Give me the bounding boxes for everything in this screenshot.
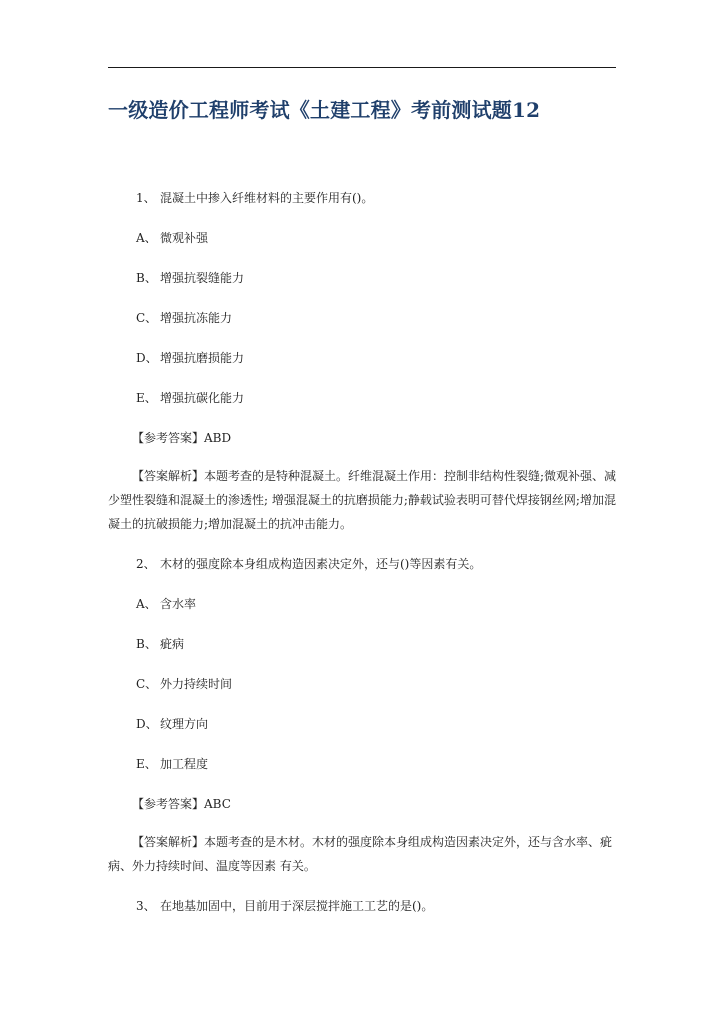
option-2e — [136, 756, 208, 772]
option-text: 含水率 — [160, 597, 197, 611]
answer-2: 【参考答案】ABC — [132, 797, 231, 811]
option-text: 增强抗裂缝能力 — [160, 271, 245, 285]
explanation-2: 【答案解析】本题考查的是木材。木材的强度除本身组成构造因素决定外，还与含水率、疵病、外力持续时间、温度等因素 有关。 — [108, 835, 613, 873]
option-1b — [136, 270, 244, 286]
option-letter: C、 — [136, 311, 158, 325]
header-rule — [108, 67, 616, 68]
question-number: 2、 — [136, 557, 156, 571]
option-text: 增强抗碳化能力 — [160, 391, 245, 405]
option-letter: E、 — [136, 757, 157, 771]
option-2c — [136, 676, 232, 692]
option-1e — [136, 390, 244, 406]
option-text: 加工程度 — [160, 757, 209, 771]
option-2a — [136, 596, 196, 612]
question-3 — [136, 898, 433, 914]
question-number: 3、 — [136, 899, 156, 913]
option-letter: E、 — [136, 391, 157, 405]
option-1d — [136, 350, 244, 366]
question-1 — [136, 190, 373, 206]
option-letter: B、 — [136, 271, 157, 285]
option-letter: A、 — [136, 597, 157, 611]
answer-1: 【参考答案】ABD — [132, 431, 232, 445]
option-1a — [136, 230, 208, 246]
option-2b — [136, 636, 184, 652]
question-text: 混凝土中掺入纤维材料的主要作用有()。 — [160, 191, 374, 205]
option-letter: D、 — [136, 717, 158, 731]
option-text: 增强抗磨损能力 — [160, 351, 245, 365]
option-text: 纹理方向 — [160, 717, 209, 731]
question-text: 木材的强度除本身组成构造因素决定外，还与()等因素有关。 — [160, 557, 482, 571]
option-letter: C、 — [136, 677, 158, 691]
option-1c — [136, 310, 232, 326]
option-2d — [136, 716, 208, 732]
option-text: 外力持续时间 — [160, 677, 233, 691]
option-text: 微观补强 — [160, 231, 209, 245]
question-number: 1、 — [136, 191, 156, 205]
option-text: 增强抗冻能力 — [160, 311, 233, 325]
option-text: 疵病 — [160, 637, 185, 651]
page-title: 一级造价工程师考试《土建工程》考前测试题12 — [108, 98, 541, 122]
explanation-1: 【答案解析】本题考查的是特种混凝土。纤维混凝土作用：控制非结构性裂缝;微观补强、减少塑性裂缝和混凝土的渗透性; 增强混凝土的抗磨损能力;静载试验表明可替代焊接钢丝网;增加混凝土的抗破损能力;增加混凝土的抗冲击能力。 — [108, 469, 617, 531]
option-letter: B、 — [136, 637, 157, 651]
option-letter: A、 — [136, 231, 157, 245]
question-text: 在地基加固中，目前用于深层搅拌施工工艺的是()。 — [160, 899, 434, 913]
option-letter: D、 — [136, 351, 158, 365]
question-2 — [136, 556, 481, 572]
